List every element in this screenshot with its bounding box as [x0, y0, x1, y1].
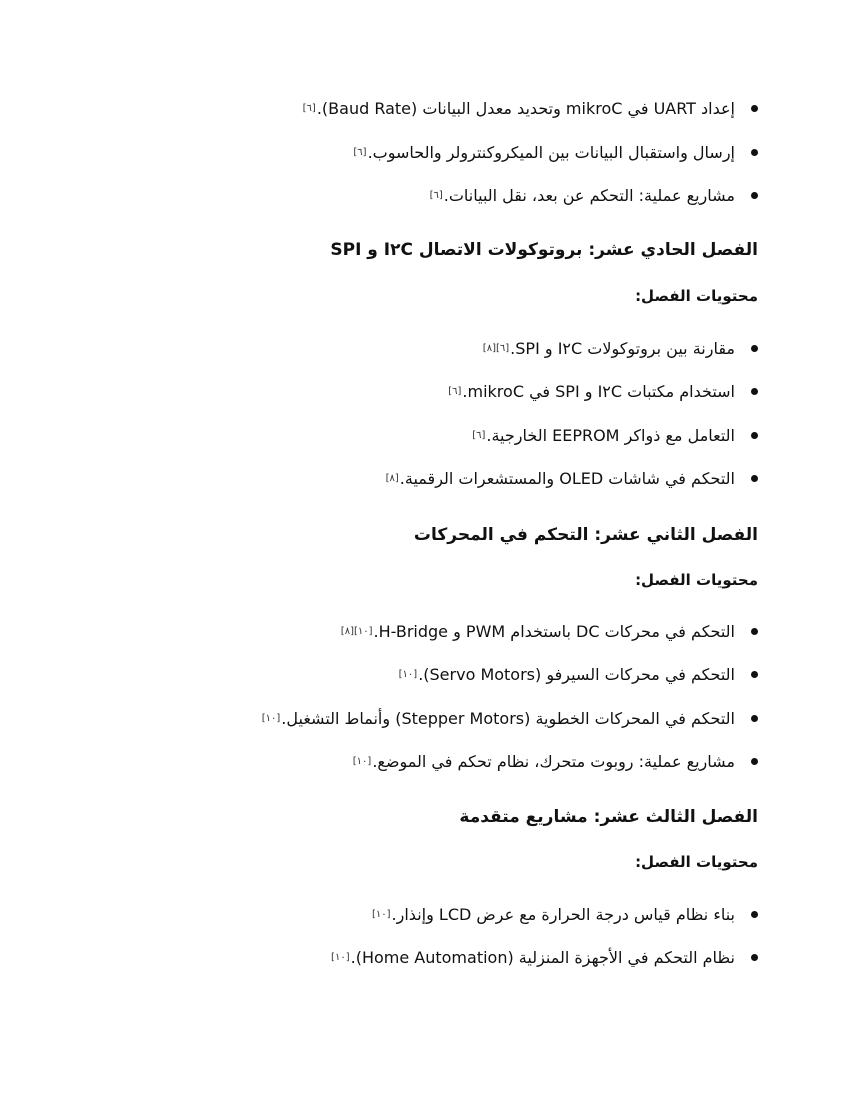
citation-ref: [١٠]	[352, 755, 372, 767]
list-item	[340, 616, 758, 646]
bullet-icon	[751, 715, 758, 722]
citation-ref: [١٠][٨]	[340, 625, 373, 637]
bullet-icon	[751, 911, 758, 918]
citation-ref: [١٠]	[371, 908, 391, 920]
list-item	[371, 899, 758, 929]
list-item	[352, 746, 758, 776]
chapter-contents-label: محتويات الفصل:	[635, 287, 758, 305]
list-item-text: التحكم في شاشات OLED والمستشعرات الرقمية.	[399, 468, 735, 488]
citation-ref: [٦]	[353, 146, 367, 158]
list-item-text: مشاريع عملية: التحكم عن بعد، نقل البيانات.	[443, 185, 735, 205]
citation-ref: [٦][٨]	[482, 342, 510, 354]
bullet-icon	[751, 432, 758, 439]
list-item	[302, 93, 758, 123]
list-item	[261, 703, 758, 733]
citation-ref: [٦]	[429, 189, 443, 201]
bullet-icon	[751, 345, 758, 352]
list-item-text: إعداد UART في mikroC وتحديد معدل البيانات (Baud Rate).	[316, 98, 735, 118]
list-item	[482, 333, 758, 363]
list-item	[471, 420, 758, 450]
bullet-icon	[751, 105, 758, 112]
citation-ref: [٨]	[385, 472, 399, 484]
citation-ref: [٦]	[472, 429, 486, 441]
bullet-icon	[751, 388, 758, 395]
list-item-text: استخدام مكتبات I٢C و SPI في mikroC.	[462, 381, 735, 401]
list-item	[352, 137, 758, 167]
list-item-text: التحكم في محركات DC باستخدام PWM و H-Bridge.	[373, 621, 735, 641]
list-item-text: إرسال واستقبال البيانات بين الميكروكنترولر والحاسوب.	[367, 142, 735, 162]
citation-ref: [١٠]	[261, 712, 281, 724]
list-item-text: نظام التحكم في الأجهزة المنزلية (Home Automation).	[350, 947, 735, 967]
list-item	[385, 463, 758, 493]
bullet-icon	[751, 192, 758, 199]
chapter-heading: الفصل الثالث عشر: مشاريع متقدمة	[459, 807, 758, 827]
chapter-contents-label: محتويات الفصل:	[635, 853, 758, 871]
list-item	[330, 942, 758, 972]
chapter-contents-label: محتويات الفصل:	[635, 571, 758, 589]
list-item-text: مقارنة بين بروتوكولات I٢C و SPI.	[510, 338, 735, 358]
list-item	[447, 376, 758, 406]
citation-ref: [١٠]	[398, 668, 418, 680]
list-item-text: مشاريع عملية: روبوت متحرك، نظام تحكم في الموضع.	[372, 751, 735, 771]
list-item-text: التعامل مع ذواكر EEPROM الخارجية.	[486, 425, 735, 445]
chapter-heading: الفصل الحادي عشر: بروتوكولات الاتصال I٢C و SPI	[330, 240, 758, 260]
chapter-heading: الفصل الثاني عشر: التحكم في المحركات	[413, 525, 758, 545]
bullet-icon	[751, 758, 758, 765]
citation-ref: [٦]	[448, 385, 462, 397]
bullet-icon	[751, 671, 758, 678]
bullet-icon	[751, 149, 758, 156]
list-item	[429, 180, 758, 210]
bullet-icon	[751, 475, 758, 482]
list-item-text: التحكم في محركات السيرفو (Servo Motors).	[418, 664, 735, 684]
list-item	[398, 659, 758, 689]
list-item-text: بناء نظام قياس درجة الحرارة مع عرض LCD وإنذار.	[391, 904, 735, 924]
citation-ref: [٦]	[302, 102, 316, 114]
bullet-icon	[751, 954, 758, 961]
list-item-text: التحكم في المحركات الخطوية (Stepper Motors) وأنماط التشغيل.	[281, 708, 735, 728]
bullet-icon	[751, 628, 758, 635]
citation-ref: [١٠]	[331, 951, 350, 963]
